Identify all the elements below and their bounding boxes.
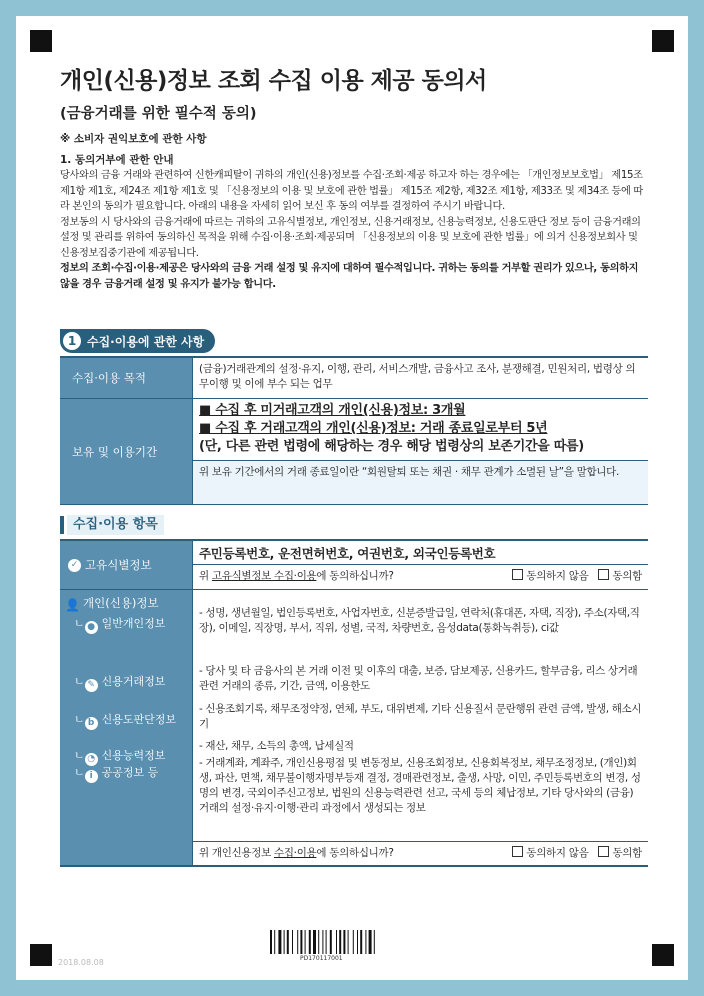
trade-label: 신용거래정보	[101, 675, 166, 688]
personal-label-column	[60, 590, 193, 865]
trade-text: - 당사 및 타 금융사의 본 거래 이전 및 이후의 대출, 보증, 담보제공, 신용카드, 할부금융, 리스 상거래 관련 거래의 종류, 기간, 금액, 이용한도	[199, 665, 638, 692]
registration-mark	[30, 944, 52, 966]
intro-bold-paragraph: 정보의 조회·수집·이용·제공은 당사와의 금융 거래 설정 및 유지에 대하여 필수적입니다. 귀하는 동의를 거부할 권리가 있으나, 동의하지 않을 경우 금융거래 설정 및 유지가 불가능 합니다.	[60, 263, 639, 290]
ability-label: 신용능력정보	[101, 749, 166, 762]
person-icon: 👤	[65, 598, 80, 612]
items-heading-label: 수집·이용 항목	[67, 515, 164, 535]
judge-text: - 신용조회기록, 채무조정약정, 연체, 부도, 대위변제, 기타 신용질서 문란행위 관련 금액, 발생, 해소시기	[199, 703, 642, 730]
faded-code: 2018.08.08	[58, 958, 104, 967]
intro-paragraph: 정보동의 시 당사와의 금융거래에 따르는 귀하의 고유식별정보, 개인정보, 신용거래정보, 신용능력정보, 신용도판단 정보 등이 금융거래의 설정 및 관리를 위하여 동의하신 목적을 위해 수집·이용·조회·제공되며 「신용정보의 이용 및 보호에 관한 법률」에 의거 신용정보회사 및 신용정보집중기관에 제공됩니다.	[60, 216, 641, 259]
agree-label: 동의함	[612, 570, 642, 582]
section-number-icon: 1	[63, 332, 81, 350]
judge-label: 신용도판단정보	[101, 713, 177, 726]
personal-items	[193, 590, 648, 819]
unique-consent-row	[193, 565, 648, 588]
ability-block	[199, 739, 642, 756]
period-note: 위 보유 기간에서의 거래 종료일이란 “회원탈퇴 또는 채권 · 채무 관계가 소멸된 날”을 말합니다.	[193, 461, 648, 504]
registration-mark	[652, 30, 674, 52]
items-heading	[60, 515, 164, 535]
period-line-3: (단, 다른 관련 법령에 해당하는 경우 해당 법령상의 보존기간을 따름)	[199, 439, 584, 454]
personal-options	[502, 845, 642, 861]
purpose-text: (금융)거래관계의 설정·유지, 이행, 관리, 서비스개발, 금융사고 조사, 분쟁해결, 민원처리, 법령상 의무이행 및 이에 부수 되는 업무	[199, 363, 636, 390]
notice-heading: ※ 소비자 권익보호에 관한 사항	[60, 133, 207, 145]
sub-general: ㄴ ● 일반개인정보	[74, 617, 166, 632]
intro-text	[60, 168, 648, 292]
period-label: 보유 및 이용기간	[60, 399, 193, 504]
intro-paragraph: 당사와의 금융 거래와 관련하여 신한캐피탈이 귀하의 개인(신용)정보를 수집·조회·제공 하고자 하는 경우에는 「개인정보보호법」 제15조 제1항 제1호, 제24조 제1항 제1호 및 「신용정보의 이용 및 보호에 관한 법률」 제15조 제2항, 제32조 제1항, 제33조 및 제34조 등에 따라 본인의 동의가 필요합니다. 아래의 내용을 자세히 읽어 보신 후 동의 여부를 결정하여 주시기 바랍니다.	[60, 170, 643, 212]
period-rules	[193, 399, 648, 461]
question-underlined: 고유식별정보 수집·이용	[211, 570, 317, 582]
sub-public: ㄴ i 공공정보 등	[74, 766, 159, 781]
personal-disagree-checkbox[interactable]	[512, 846, 523, 857]
unique-row	[60, 541, 648, 590]
period-row	[60, 399, 648, 505]
document-title: 개인(신용)정보 조회 수집 이용 제공 동의서	[60, 68, 487, 94]
sub-trade: ㄴ ✎ 신용거래정보	[74, 675, 166, 690]
registration-mark	[30, 30, 52, 52]
personal-agree-checkbox[interactable]	[598, 846, 609, 857]
general-text: - 성명, 생년월일, 법인등록번호, 사업자번호, 신분증발급일, 연락처(휴대폰, 자택, 직장), 주소(자택,직장), 이메일, 직장명, 부서, 직위, 성별, 국적, 차량번호, 음성data(통화녹취등), ci값	[199, 607, 640, 634]
question-underlined: 수집·이용	[273, 847, 317, 859]
personal-label	[66, 595, 159, 612]
personal-label-text: 개인(신용)정보	[83, 596, 159, 610]
sub-ability: ㄴ ◔ 신용능력정보	[74, 749, 166, 764]
purpose-label: 수집·이용 목적	[60, 358, 193, 398]
general-block	[199, 606, 642, 664]
trade-block	[199, 664, 642, 702]
purpose-row	[60, 358, 648, 399]
section-pill	[60, 329, 215, 353]
items-table	[60, 539, 648, 867]
sub-judge: ㄴ b 신용도판단정보	[74, 713, 177, 728]
unique-question	[199, 568, 394, 585]
period-line-2: ■ 수집 후 거래고객의 개인(신용)정보: 거래 종료일로부터 5년	[199, 421, 548, 436]
public-block	[199, 756, 642, 816]
unique-disagree-checkbox[interactable]	[512, 569, 523, 580]
period-line-1: ■ 수집 후 미거래고객의 개인(신용)정보: 3개월	[199, 403, 466, 418]
public-text: - 거래계좌, 계좌주, 개인신용평점 및 변동정보, 신용조회정보, 신용회복정보, 채무조정정보, (개인)회생, 파산, 면책, 채무불이행자명부등재 결정, 경매관련정보, 출생, 사망, 이민, 주민등록번호의 변경, 성명의 변경, 국외이주신고정보, 법원의 신용능력관련 선고, 국세 등의 체납정보, 기타 당사와의 (금융)거래의 설정·유지·이행·관리 과정에서 생성되는 정보	[199, 757, 641, 814]
pencil-icon: ✎	[85, 679, 98, 692]
question-prefix: 위 개인신용정보	[199, 847, 274, 859]
heading-bar	[60, 516, 64, 534]
question-prefix: 위	[199, 570, 212, 582]
general-label: 일반개인정보	[101, 617, 166, 630]
chart-icon: ◔	[85, 753, 98, 766]
question-suffix: 에 동의하십니까?	[316, 570, 394, 582]
unique-label	[60, 541, 193, 589]
personal-consent-row	[193, 841, 648, 864]
section-pill-label: 수집·이용에 관한 사항	[87, 334, 205, 349]
public-label: 공공정보 등	[101, 766, 159, 779]
judge-block	[199, 702, 642, 739]
collection-table	[60, 356, 648, 505]
info-icon: ●	[85, 621, 98, 634]
section-heading: 1. 동의거부에 관한 안내	[60, 154, 174, 166]
agree-label: 동의함	[612, 847, 642, 859]
document-subtitle: (금융거래를 위한 필수적 동의)	[60, 106, 257, 122]
personal-row	[60, 590, 648, 865]
unique-items: 주민등록번호, 운전면허번호, 여권번호, 외국인등록번호	[193, 541, 648, 565]
barcode-text: PD170117001	[300, 955, 343, 962]
thumb-icon: b	[85, 717, 98, 730]
disagree-label: 동의하지 않음	[526, 570, 589, 582]
unique-options	[502, 568, 642, 585]
registration-mark	[652, 944, 674, 966]
unique-label-text: 고유식별정보	[85, 558, 152, 572]
info-icon: i	[85, 770, 98, 783]
question-suffix: 에 동의하십니까?	[316, 847, 394, 859]
barcode	[270, 930, 410, 954]
shield-icon: ✓	[68, 559, 81, 572]
ability-text: - 재산, 채무, 소득의 총액, 납세실적	[199, 740, 354, 752]
personal-question	[199, 845, 394, 861]
unique-agree-checkbox[interactable]	[598, 569, 609, 580]
disagree-label: 동의하지 않음	[526, 847, 589, 859]
